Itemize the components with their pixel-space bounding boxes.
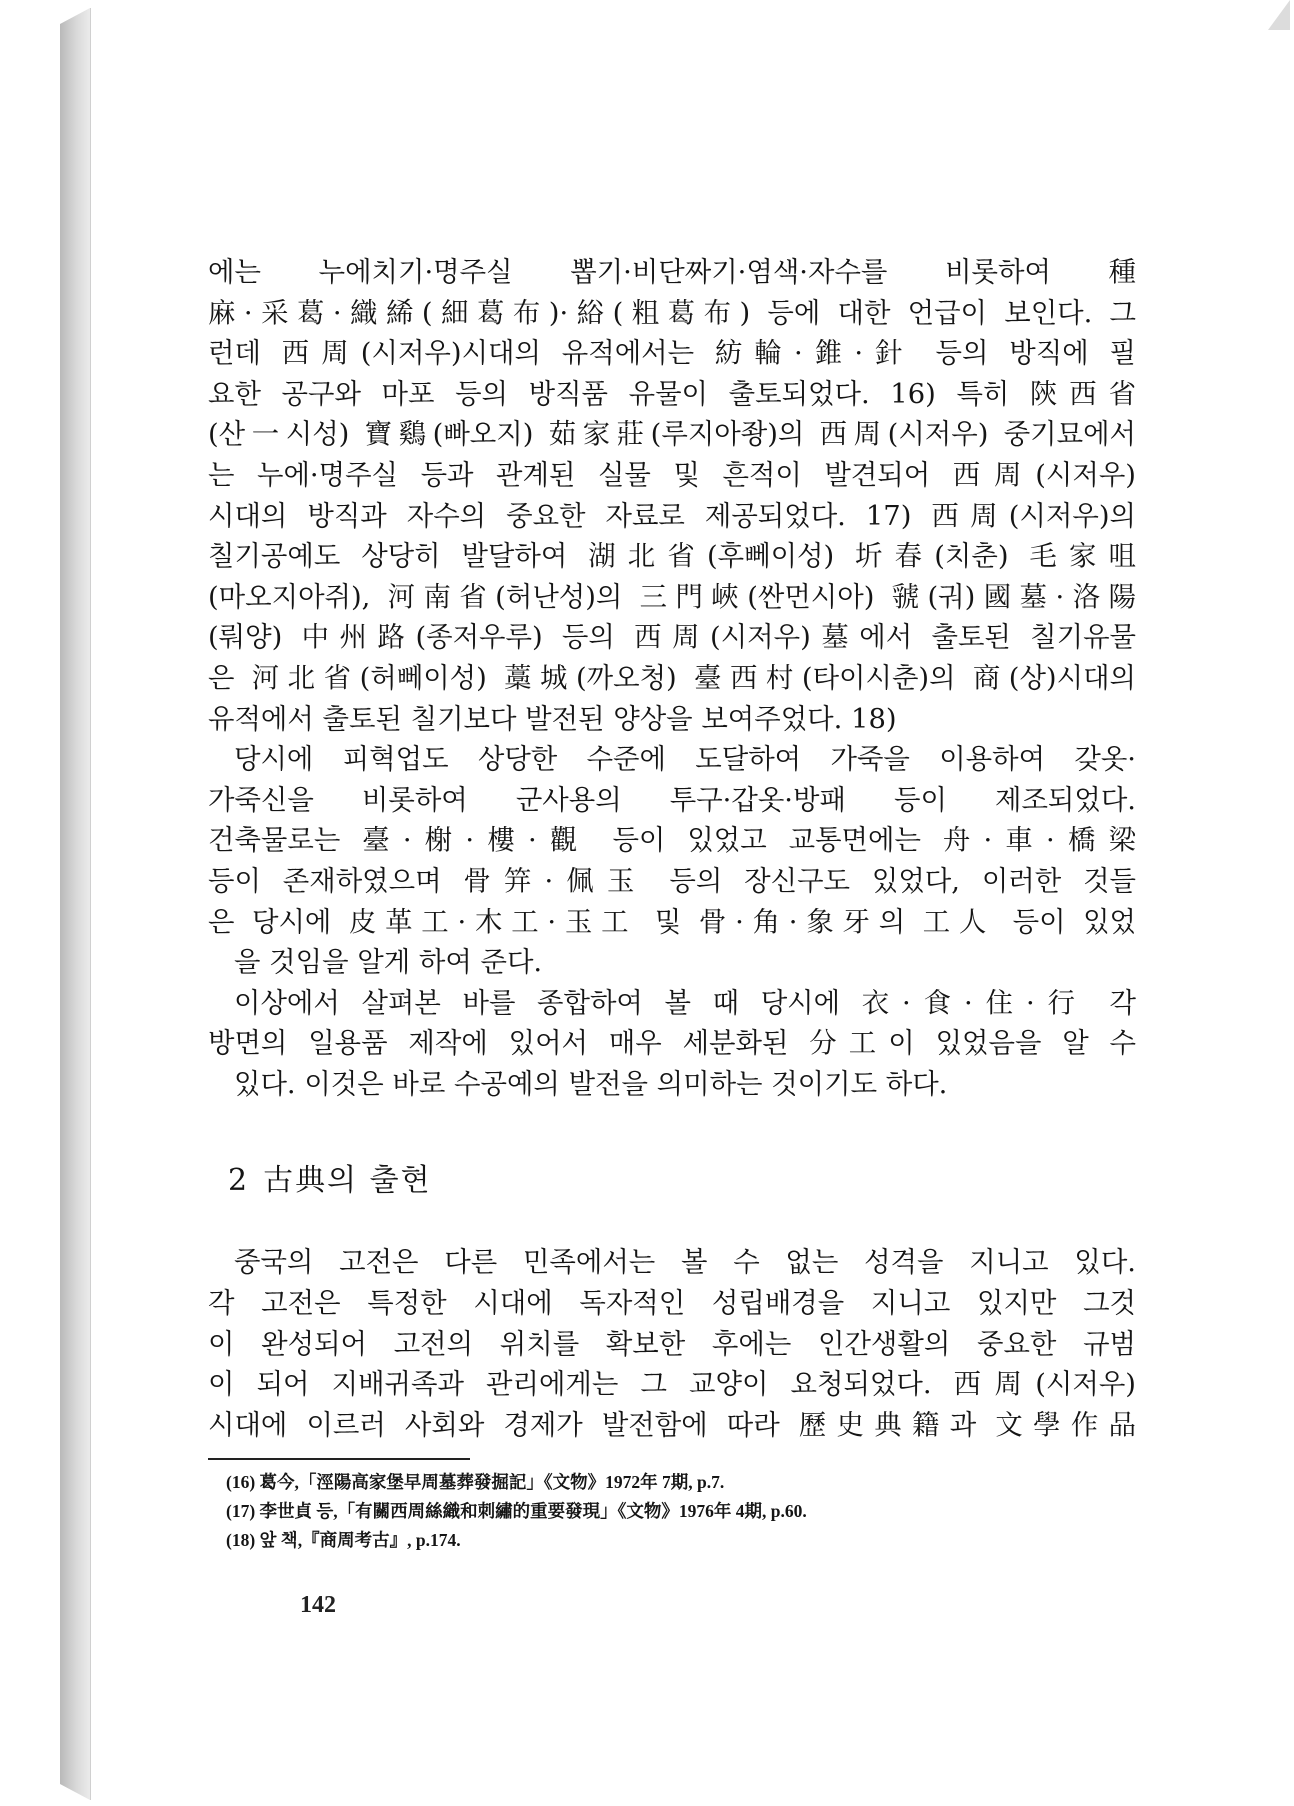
paragraph-line: 에는 누에치기·명주실 뽑기·비단짜기·염색·자수를 비롯하여 種 xyxy=(208,257,1136,288)
paragraph-line: 은 당시에 皮革工·木工·玉工 및 骨·角·象牙의 工人 등이 있었 xyxy=(208,906,1136,938)
paragraph-line: 칠기공예도 상당히 발달하여 湖北省(후뻬이성) 圻春(치춘) 毛家咀 xyxy=(208,541,1136,573)
paragraph-3 xyxy=(208,984,1136,1106)
paragraph-line: 시대에 이르러 사회와 경제가 발전함에 따라 歷史典籍과 文學作品 xyxy=(208,1409,1136,1441)
paragraph-line: 는 누에·명주실 등과 관계된 실물 및 흔적이 발견되어 西周(시저우) xyxy=(208,459,1136,491)
paragraph-line: 이 되어 지배귀족과 관리에게는 그 교양이 요청되었다. 西周(시저우) xyxy=(208,1369,1136,1401)
paragraph-2 xyxy=(208,740,1136,984)
page-content xyxy=(208,253,1136,1555)
paragraph-line: 각 고전은 특정한 시대에 독자적인 성립배경을 지니고 있지만 그것 xyxy=(208,1288,1136,1320)
footnotes xyxy=(208,1468,1136,1555)
paragraph-line: (마오지아쥐), 河南省(허난성)의 三門峽(싼먼시아) 虢(궈)國墓·洛陽 xyxy=(208,581,1136,613)
footnote-18: (18) 앞 책,『商周考古』, p.174. xyxy=(226,1530,461,1551)
paragraph-line: 麻·采葛·織絺(細葛布)·綌(粗葛布) 등에 대한 언급이 보인다. 그 xyxy=(208,297,1136,329)
paragraph-4 xyxy=(208,1243,1136,1446)
paragraph-line: 시대의 방직과 자수의 중요한 자료로 제공되었다. 17) 西周(시저우)의 xyxy=(208,500,1136,532)
book-spine-edge xyxy=(60,8,90,1800)
footnote-divider xyxy=(208,1458,470,1460)
section-number: 2 xyxy=(228,1163,250,1199)
paragraph-line: 당시에 피혁업도 상당한 수준에 도달하여 가죽을 이용하여 갖옷· xyxy=(234,744,1136,776)
paragraph-line: (뤄양) 中州路(종저우루) 등의 西周(시저우)墓에서 출토된 칠기유물 xyxy=(208,622,1136,654)
paragraph-line: 이 완성되어 고전의 위치를 확보한 후에는 인간생활의 중요한 규범 xyxy=(208,1328,1136,1360)
paragraph-line: 중국의 고전은 다른 민족에서는 볼 수 없는 성격을 지니고 있다. xyxy=(234,1247,1136,1279)
footnote-17: (17) 李世貞 등,「有關西周絲織和刺繡的重要發現」《文物》1976年 4期, p.60. xyxy=(226,1501,807,1522)
paragraph-line: 런데 西周(시저우)시대의 유적에서는 紡輪·錐·針 등의 방직에 필 xyxy=(208,338,1136,370)
paragraph-line: (산一시성) 寶鷄(빠오지) 茹家莊(루지아좡)의 西周(시저우) 중기묘에서 xyxy=(208,419,1136,451)
paragraph-line: 방면의 일용품 제작에 있어서 매우 세분화된 分工이 있었음을 알 수 xyxy=(208,1028,1136,1060)
paragraph-line: 은 河北省(허뻬이성) 藁城(까오청) 臺西村(타이시춘)의 商(상)시대의 xyxy=(208,662,1136,694)
section-heading xyxy=(228,1155,1136,1199)
paragraph-line: 건축물로는 臺·榭·樓·觀 등이 있었고 교통면에는 舟·車·橋梁 xyxy=(208,825,1136,857)
paragraph-last-line: 있다. 이것은 바로 수공예의 발전을 의미하는 것이기도 하다. xyxy=(234,1068,948,1100)
paragraph-line: 이상에서 살펴본 바를 종합하여 볼 때 당시에 衣·食·住·行 각 xyxy=(234,987,1136,1019)
paragraph-line: 요한 공구와 마포 등의 방직품 유물이 출토되었다. 16) 특히 陝西省 xyxy=(208,378,1136,410)
paragraph-1 xyxy=(208,253,1136,740)
section-title: 古典의 출현 xyxy=(263,1163,432,1199)
footnote-16: (16) 葛今,「涇陽高家堡早周墓葬發掘記」《文物》1972年 7期, p.7. xyxy=(226,1472,725,1493)
paragraph-line: 가죽신을 비롯하여 군사용의 투구·갑옷·방패 등이 제조되었다. xyxy=(208,784,1136,816)
paragraph-last-line: 유적에서 출토된 칠기보다 발전된 양상을 보여주었다. 18) xyxy=(208,703,897,735)
paragraph-last-line: 을 것임을 알게 하여 준다. xyxy=(234,947,543,979)
paragraph-line: 등이 존재하였으며 骨笄·佩玉 등의 장신구도 있었다, 이러한 것들 xyxy=(208,865,1136,897)
page-number: 142 xyxy=(300,1592,336,1618)
